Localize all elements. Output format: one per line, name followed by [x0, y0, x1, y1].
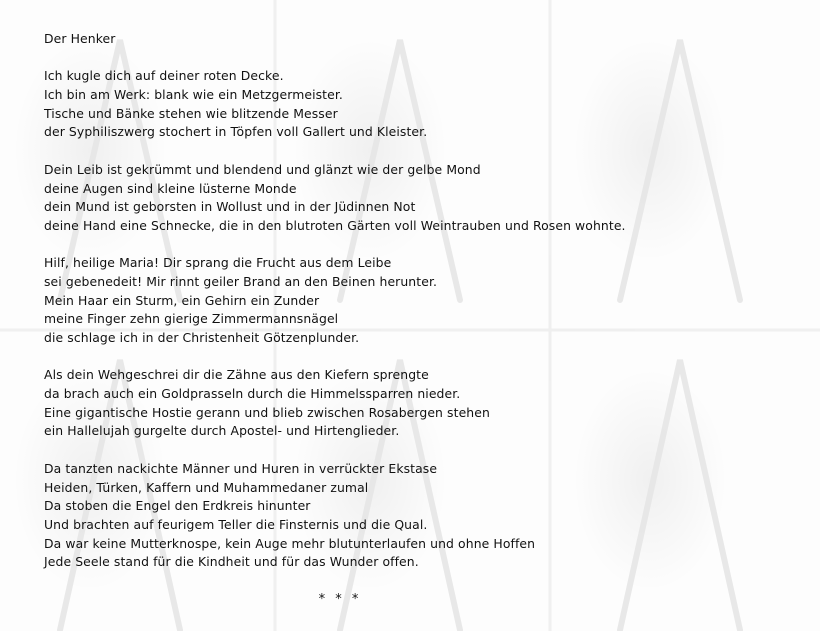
poem-line: sei gebenedeit! Mir rinnt geiler Brand an den Beinen herunter.	[44, 273, 438, 289]
poem-line: ein Hallelujah gurgelte durch Apostel- und Hirtenglieder.	[44, 423, 400, 439]
section-ornament: * * *	[318, 592, 362, 607]
poem-line: Da war keine Mutterknospe, kein Auge mehr blutunterlaufen und ohne Hoffen	[44, 535, 536, 551]
poem-line: Tische und Bänke stehen wie blitzende Messer	[44, 105, 338, 121]
stanza	[44, 366, 784, 441]
poem-stanzas	[44, 67, 784, 572]
poem-line: meine Finger zehn gierige Zimmermannsnägel	[44, 311, 339, 327]
stanza	[44, 161, 784, 236]
poem-line: Hilf, heilige Maria! Dir sprang die Frucht aus dem Leibe	[44, 255, 392, 271]
poem	[44, 30, 784, 572]
poem-line: Ich bin am Werk: blank wie ein Metzgermeister.	[44, 87, 343, 103]
stanza	[44, 254, 784, 347]
poem-line: dein Mund ist geborsten in Wollust und in der Jüdinnen Not	[44, 199, 416, 215]
poem-line: Eine gigantische Hostie gerann und blieb zwischen Rosabergen stehen	[44, 404, 490, 420]
poem-line: Jede Seele stand für die Kindheit und für das Wunder offen.	[44, 554, 419, 570]
poem-title: Der Henker	[44, 31, 116, 46]
poem-line: Ich kugle dich auf deiner roten Decke.	[44, 68, 284, 84]
poem-line: Und brachten auf feurigem Teller die Finsternis und die Qual.	[44, 516, 428, 532]
poem-line: Da tanzten nackichte Männer und Huren in verrückter Ekstase	[44, 460, 438, 476]
poem-line: Dein Leib ist gekrümmt und blendend und glänzt wie der gelbe Mond	[44, 161, 481, 177]
poem-line: der Syphiliszwerg stochert in Töpfen voll Gallert und Kleister.	[44, 124, 428, 140]
poem-line: Heiden, Türken, Kaffern und Muhammedaner zumal	[44, 479, 369, 495]
poem-line: Als dein Wehgeschrei dir die Zähne aus den Kiefern sprengte	[44, 367, 429, 383]
poem-line: die schlage ich in der Christenheit Götzenplunder.	[44, 330, 360, 345]
stanza	[44, 460, 784, 572]
poem-line: Mein Haar ein Sturm, ein Gehirn ein Zunder	[44, 292, 320, 308]
poem-line: da brach auch ein Goldprasseln durch die Himmelssparren nieder.	[44, 386, 461, 402]
poem-line: deine Augen sind kleine lüsterne Monde	[44, 180, 297, 196]
poem-line: deine Hand eine Schnecke, die in den blutroten Gärten voll Weintrauben und Rosen wohnte.	[44, 217, 626, 233]
poem-line: Da stoben die Engel den Erdkreis hinunter	[44, 498, 311, 514]
stanza	[44, 67, 784, 142]
